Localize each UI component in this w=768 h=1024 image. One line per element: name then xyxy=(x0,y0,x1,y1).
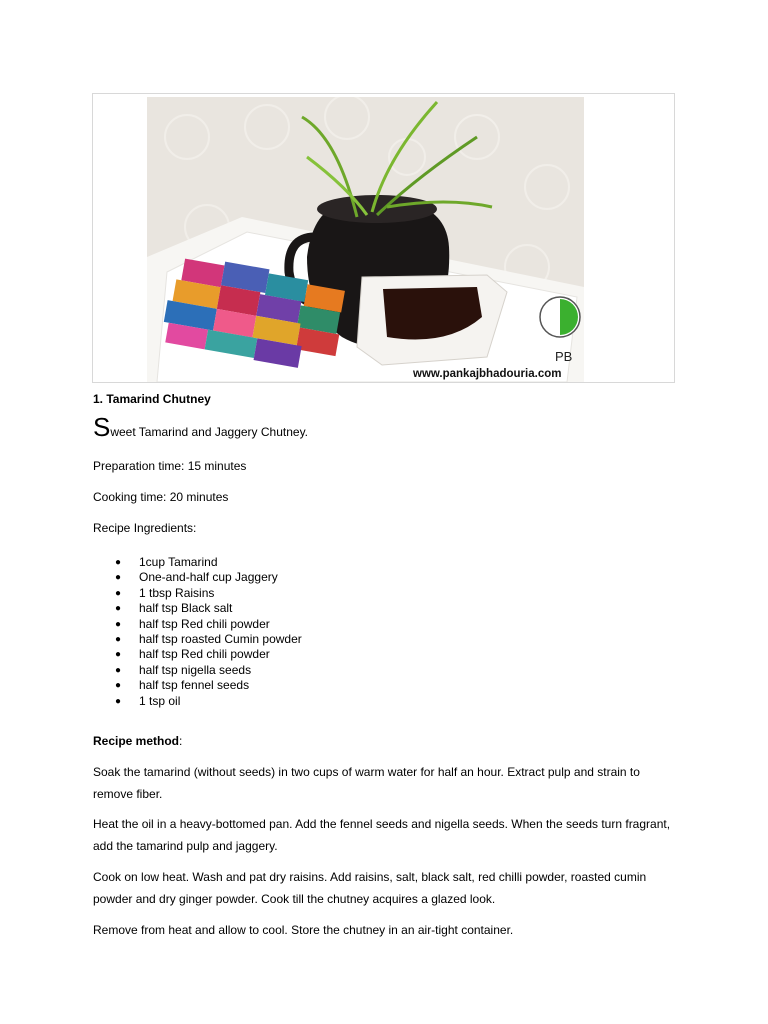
bullet: ● xyxy=(115,680,122,692)
ingredients-heading: Recipe Ingredients: xyxy=(93,521,197,535)
bullet: ● xyxy=(115,649,122,661)
list-item xyxy=(93,647,302,662)
method-colon: : xyxy=(179,734,183,748)
list-item xyxy=(93,555,302,570)
ingredient-label: half tsp Black salt xyxy=(139,601,233,616)
ingredient-label: half tsp Red chili powder xyxy=(139,616,270,631)
bullet: ● xyxy=(115,633,122,645)
ingredients-list xyxy=(93,555,302,709)
list-item xyxy=(93,663,302,678)
list-item xyxy=(93,632,302,647)
method-step: Heat the oil in a heavy-bottomed pan. Add the fennel seeds and nigella seeds. When the seeds turn fragrant, add the tamarind pulp and jaggery. xyxy=(93,817,671,853)
cook-time: Cooking time: 20 minutes xyxy=(93,490,229,504)
method-step: Soak the tamarind (without seeds) in two cups of warm water for half an hour. Extract pulp and strain to remove fiber. xyxy=(93,765,640,801)
ingredient-label: half tsp nigella seeds xyxy=(139,662,252,677)
bullet: ● xyxy=(115,695,122,707)
ingredient-label: One-and-half cup Jaggery xyxy=(139,570,278,585)
bullet: ● xyxy=(115,587,122,599)
bullet: ● xyxy=(115,557,122,568)
list-item xyxy=(93,694,302,709)
list-item xyxy=(93,586,302,601)
method-step: Cook on low heat. Wash and pat dry raisins. Add raisins, salt, black salt, red chilli powder, roasted cumin powder and dry ginger powder. Cook till the chutney acquires a glazed look. xyxy=(93,870,647,906)
list-item xyxy=(93,570,302,585)
method-heading-line xyxy=(93,734,182,748)
ingredient-label: half tsp fennel seeds xyxy=(139,678,250,693)
method-step: Remove from heat and allow to cool. Store the chutney in an air-tight container. xyxy=(93,923,514,937)
ingredient-label: 1 tsp oil xyxy=(139,693,181,708)
ingredient-label: half tsp roasted Cumin powder xyxy=(139,631,302,646)
list-item xyxy=(93,601,302,616)
tamarind-chutney-photo xyxy=(147,97,584,382)
bullet: ● xyxy=(115,572,122,584)
ingredient-label: 1cup Tamarind xyxy=(139,555,218,569)
intro-text: weet Tamarind and Jaggery Chutney. xyxy=(110,425,309,439)
bullet: ● xyxy=(115,603,122,615)
bullet: ● xyxy=(115,618,122,630)
method-heading: Recipe method xyxy=(93,734,180,748)
list-item xyxy=(93,617,302,632)
ingredient-label: half tsp Red chili powder xyxy=(139,647,270,662)
list-item xyxy=(93,678,302,693)
ingredient-label: 1 tbsp Raisins xyxy=(139,585,215,600)
intro-dropcap: S xyxy=(93,412,111,442)
prep-time: Preparation time: 15 minutes xyxy=(93,459,247,473)
bullet: ● xyxy=(115,664,122,676)
recipe-photo-frame xyxy=(92,93,675,383)
recipe-intro xyxy=(93,414,308,440)
watermark-url: www.pankajbhadouria.com xyxy=(413,368,562,380)
recipe-title: 1. Tamarind Chutney xyxy=(93,392,211,406)
logo-text: PB xyxy=(555,349,573,364)
